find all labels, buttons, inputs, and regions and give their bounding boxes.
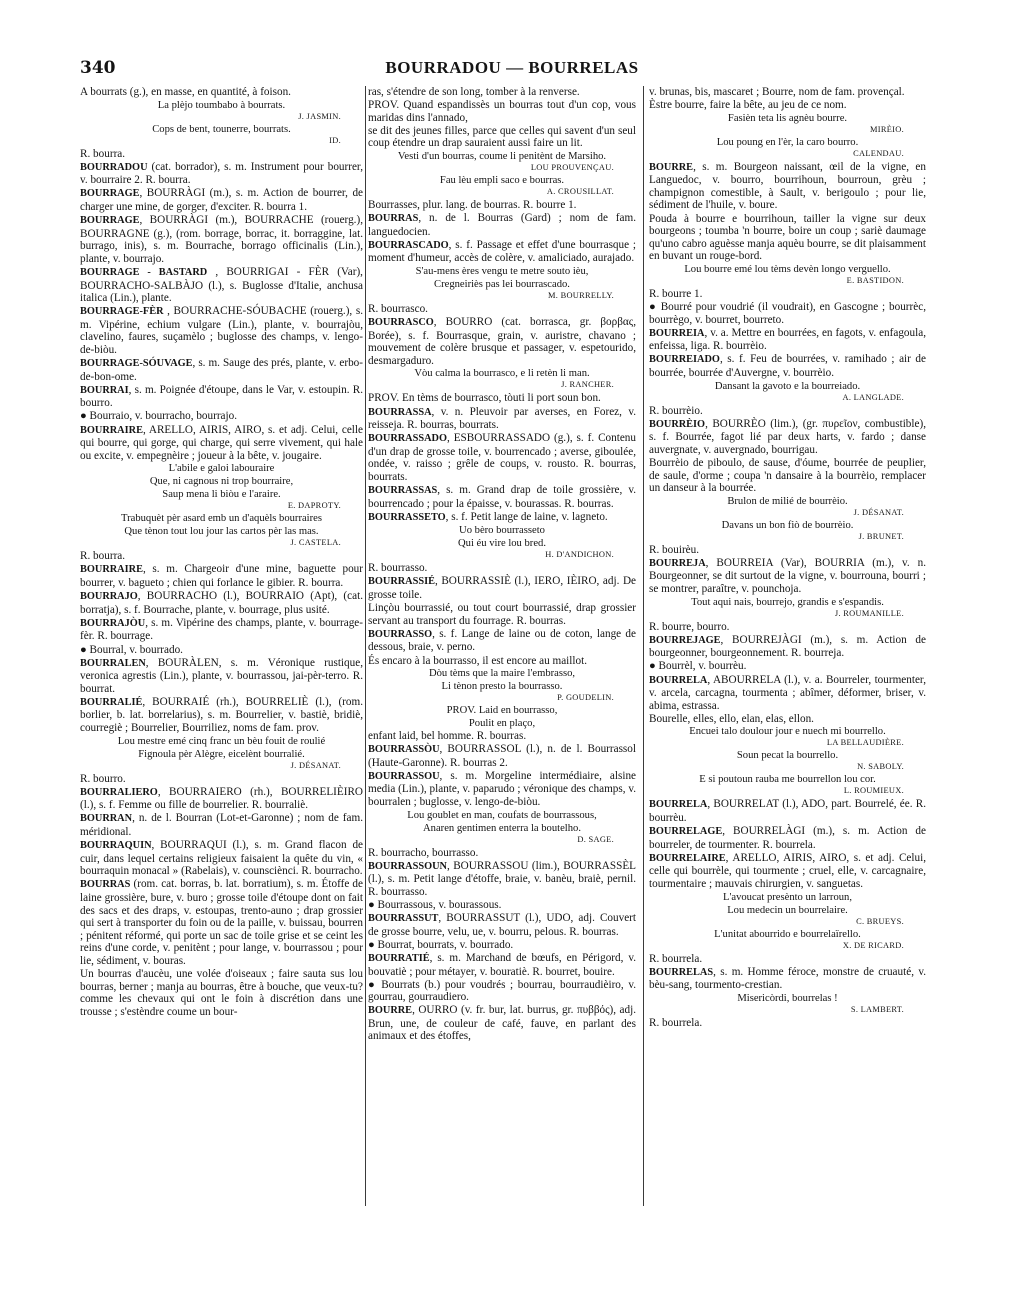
headword: BOURRASSIÉ [368, 576, 435, 588]
entry-paragraph [368, 628, 636, 654]
entry-paragraph [80, 161, 363, 187]
quote-attribution: D. SAGE. [577, 834, 614, 844]
verse-line: Fignoula pèr Alègre, eicelènt bourralié. [138, 748, 305, 760]
headword: BOURRAGE - BASTARD [80, 266, 208, 278]
entry-body: , s. f. Petit lange de laine, v. lagneto. [445, 510, 608, 523]
headword: BOURRELA [649, 799, 708, 811]
entry-paragraph [649, 852, 926, 891]
entry-body: , s. m. Grand drap de toile grossière, v. bourrencado ; pour la épaisse, v. bourassas. R. bourras. [368, 484, 636, 510]
headword: BOURRELAS [649, 966, 714, 978]
entry-paragraph [649, 798, 926, 824]
quote-attribution: J. BRUNET. [858, 531, 904, 541]
entry-paragraph: R. bourra. [80, 550, 126, 563]
entry-body: , n. de l. Bourran (Lot-et-Garonne) ; nom de fam. méridional. [80, 812, 363, 839]
verse-line: Fau lèu empli saco e bourras. [439, 174, 565, 186]
entry-body: (cat. borrador), s. m. Instrument pour bourrer, v. bourraire 2. R. bourra. [80, 160, 363, 187]
entry-paragraph [80, 187, 363, 213]
entry-paragraph [368, 406, 636, 432]
quote-attribution: J. RANCHER. [561, 380, 614, 390]
verse-line: E si poutoun rauba me bourrellon lou cor. [699, 774, 876, 786]
headword: BOURRASSOU [368, 770, 440, 782]
entry-body: , v. a. Mettre en bourrées, en fagots, v. enfagoula, enfeissa, liga. R. bourrèio. [649, 326, 926, 353]
entry-paragraph [649, 353, 926, 379]
verse-line: Saup mena li biòu e l'araire. [162, 489, 281, 501]
entry-body: , BOURRACHO (l.), BOURRAIO (Apt), (cat. borratja), s. f. Bourrache, plante, v. bourrage, plus usité. [80, 590, 363, 616]
entry-paragraph [368, 952, 636, 978]
quote-attribution: C. BRUEYS. [856, 916, 904, 926]
entry-body: , BOURRASSOL (l.), n. de l. Bourrassol (Haute-Garonne). R. bourras 2. [368, 743, 636, 769]
entry-body: , BOURRELAT (l.), ADO, part. Bourrelé, ée. R. bourrèu. [649, 798, 926, 824]
entry-paragraph [368, 511, 636, 525]
quote-attribution: E. DAPROTY. [287, 501, 341, 511]
verse-line: Vesti d'un bourras, coume li penitènt de Marsiho. [397, 150, 607, 162]
headword: BOURRELAGE [649, 826, 723, 838]
quote-attribution: X. DE RICARD. [842, 940, 904, 950]
entry-paragraph: enfant laid, bel homme. R. bourras. [368, 730, 527, 743]
entry-paragraph: Un bourras d'aucèu, une volée d'oiseaux ; faire sauta sus lou bourras, berner ; manja au bourras, être à bouche, que veux-tu? comme les chevaux qui ont le foin à discrétion dans une trousse ; s'estèndre coume un bour- [80, 968, 363, 1018]
entry-paragraph [368, 239, 636, 265]
entry-paragraph [80, 357, 363, 383]
entry-paragraph [80, 786, 363, 812]
entry-body: , BOURRÀGI (m.), s. m. Action de bourrer, de charger une mine, de gorger, d'exciter. R. bourra 1. [80, 187, 363, 213]
headword: BOURRAGE [80, 215, 140, 227]
entry-body: , BOURRASSOU (lim.), BOURRASSÈL (l.), s. m. Petit lange d'étoffe, braie, v. banèu, braiè, pernil. R. bourrasso. [368, 859, 636, 898]
entry-paragraph [368, 575, 636, 601]
quote-attribution: J. ROUMANILLE. [834, 608, 904, 618]
entry-paragraph: R. bourro. [80, 772, 126, 785]
column-rule [365, 86, 366, 1206]
entry-body: , BOURRÀGI (m.), BOURRACHE (rouerg.), BOURRAGNE (g.), (rom. borrage, borrac, it. borraggine, lat. burrago, inis), s. m. Bourrache, borrago officinalis (Lin.), plante, v. bourrajo. [80, 214, 363, 265]
verse-line: Encuei talo doulour jour e nuech mi bourrello. [689, 726, 886, 738]
headword: BOURRAGE [80, 188, 140, 200]
headword: BOURRAN [80, 813, 133, 825]
quote-attribution: J. JASMIN. [298, 111, 341, 121]
entry-body: , BOURRASSUT (l.), UDO, adj. Couvert de grosse bourre, velu, ue, v. bourru, pelous. R. bourras. [368, 912, 636, 938]
headword: BOURRADOU [80, 161, 148, 173]
quote-attribution: M. BOURRELLY. [548, 290, 614, 300]
entry-paragraph [649, 825, 926, 851]
entry-paragraph: ● Bourrèl, v. bourrèu. [649, 660, 747, 673]
entry-paragraph: ● Bourrats (b.) pour voudrés ; bourrau, bourraudièiro, v. gourrau, gourraudiero. [368, 978, 636, 1004]
entry-body: , BOURRAIERO (rh.), BOURRELIÈIRO (l.), s. f. Femme ou fille de bourrelier. R. bourraliè. [80, 785, 363, 812]
headword: BOURRASSAS [368, 485, 438, 497]
headword: BOURRASSETO [368, 511, 446, 523]
entry-paragraph: R. bourrela. [649, 952, 703, 965]
running-title: BOURRADOU — BOURRELAS [385, 58, 639, 77]
quote-attribution: L. ROUMIEUX. [843, 786, 904, 796]
headword: BOURRATIÉ [368, 952, 430, 964]
headword: BOURRE [649, 161, 694, 173]
entry-paragraph [80, 305, 363, 356]
entry-body: , s. m. Marchand de bœufs, en Périgord, v. bouvatiè ; pour métayer, v. bouratiè. R. bourret, bouire. [368, 951, 636, 978]
quote-attribution: J. CASTELA. [290, 538, 341, 548]
verse-line: Brulon de milié de bourrèio. [727, 495, 848, 507]
headword: BOURRELA [649, 674, 708, 686]
entry-paragraph: R. bourrasso. [368, 562, 428, 575]
headword: BOURRAS [368, 213, 419, 225]
quote-attribution: P. GOUDELIN. [557, 693, 614, 703]
entry-paragraph [80, 878, 363, 967]
verse-line: Que, ni cagnous ni trop bourraire, [149, 476, 294, 488]
entry-paragraph: R. bouirèu. [649, 543, 700, 556]
verse-line: Soun pecat la bourrello. [736, 750, 839, 762]
verse-line: L'abile e galoi labouraire [168, 463, 275, 475]
verse-line: Lou goublet en man, coufats de bourrassous, [407, 809, 597, 821]
verse-line: PROV. Laid en bourrasso, [446, 705, 558, 717]
entry-body: , BOURREJÀGI (m.), s. m. Action de bourgeonner, bourgeonnement. R. bourreja. [649, 633, 926, 660]
entry-paragraph: Bourrasses, plur. lang. de bourras. R. bourre 1. [368, 198, 577, 211]
entry-body: , BOURREIA (Var), BOURRIA (m.), v. n. Bourgeonner, se dit surtout de la vigne, v. bourrouna, bourri ; se montrer, paraître, v. pounchoja. [649, 556, 926, 596]
verse-line: Qui éu vire lou bred. [458, 538, 546, 550]
entry-paragraph [80, 696, 363, 735]
quote-attribution: J. DÉSANAT. [853, 507, 904, 517]
entry-body: , s. m. Chargeoir d'une mine, baguette pour bourrer, v. bagueto ; chien qui forlance le gibier. R. bourra. [80, 563, 363, 590]
entry-paragraph [368, 770, 636, 809]
verse-line: Vòu calma la bourrasco, e li retèn li man. [414, 368, 590, 380]
headword: BOURRÈIO [649, 418, 706, 430]
entry-paragraph: ● Bourral, v. bourrado. [80, 643, 183, 656]
entry-paragraph: Bourelle, elles, ello, elan, elas, ellon. [649, 712, 814, 725]
verse-line: Dansant la gavoto e la bourreiado. [714, 380, 861, 392]
quote-attribution: ID. [329, 135, 341, 145]
verse-line: L'unitat abourrido e bourrelaïrello. [714, 928, 861, 940]
entry-body: , s. m. Bourgeon naissant, œil de la vigne, en Languedoc, v. bourro, bourrihoun, bourroun, grèu ; champignon comestible, à Sault, v. berigoulo ; pour lie, sédiment de l'huile, v. boure. [649, 160, 926, 212]
verse-line: Cregneiriès pas lei bourrascado. [434, 278, 570, 290]
headword: BOURRAJO [80, 591, 138, 603]
text-column-middle [368, 86, 636, 1044]
verse-line: Tout aqui nais, bourrejo, grandis e s'espandis. [691, 596, 884, 608]
column-rule [643, 86, 644, 1206]
headword: BOURRASCO [368, 317, 434, 329]
entry-paragraph: ● Bourrassous, v. bourassous. [368, 899, 502, 912]
entry-paragraph [649, 161, 926, 212]
entry-paragraph: R. bourre, bourro. [649, 620, 730, 633]
headword: BOURRASSADO [368, 433, 447, 445]
entry-body: , s. m. Morgeline intermédiaire, alsine media (Lin.), plante, v. paparudo ; véronique des champs, v. bourralen ; buglosse, v. lengo-de-biòu. [368, 769, 636, 809]
entry-body: , s. f. Lange de laine ou de coton, lange de dessous, braie, v. perno. [368, 627, 636, 654]
verse-line: Poulit en plaço, [468, 718, 536, 730]
entry-paragraph: ● Bourré pour voudrié (il voudrait), en Gascogne ; bourrèc, bourrègo, v. bourret, bourreto. [649, 301, 926, 326]
headword: BOURREJAGE [649, 634, 721, 646]
headword: BOURRELAIRE [649, 852, 726, 864]
verse-line: Davans un bon fiò de bourrèio. [721, 519, 854, 531]
entry-paragraph [649, 418, 926, 457]
verse-line: Lou bourre emé lou tèms devèn longo verguello. [684, 263, 891, 275]
quote-attribution: A. CROUSILLAT. [546, 186, 614, 196]
page-number: 340 [80, 58, 116, 78]
verse-line: Dòu tèms que la maire l'embrasso, [428, 668, 576, 680]
entry-body: , ARELLO, AIRIS, AIRO, s. et adj. Celui, celle qui bourre, qui gorge, qui charge, qui serre vivement, qui hale ou excite, v. empegnèire ; joueur à la bête, v. jougaire. [80, 423, 363, 462]
entry-paragraph [80, 590, 363, 616]
entry-paragraph: És encaro à la bourrasso, il est encore au maillot. [368, 654, 588, 667]
headword: BOURREIA [649, 327, 705, 339]
entry-paragraph [80, 266, 363, 305]
headword: BOURRASCADO [368, 239, 449, 251]
headword: BOURRASSUT [368, 913, 439, 925]
entry-paragraph: ● Bourraio, v. bourracho, bourrajo. [80, 410, 238, 423]
verse-line: Fasièn teta lis agnèu bourre. [727, 112, 848, 124]
entry-paragraph [80, 424, 363, 463]
entry-paragraph: Pouda à bourre e bourrihoun, tailler la vigne sur deux bourgeons ; toumba 'n bourre, boire un coup ; sariè daumage qu'uno cabro aguèsse manja aquèu bourre, se dit plaisamment en buvant un rouge-bord. [649, 212, 926, 263]
headword: BOURRAI [80, 384, 129, 396]
entry-body: , BOURRIGAI - FÈR (Var), BOURRACHO-SALBÀJO (l.), s. Buglosse d'Italie, anchusa italica (Lin.), plante. [80, 265, 363, 305]
entry-paragraph: ras, s'étendre de son long, tomber à la renverse. [368, 86, 580, 98]
entry-paragraph: A bourrats (g.), en masse, en quantité, à foison. [80, 86, 291, 98]
entry-paragraph [368, 1004, 636, 1043]
entry-body: , BOURRACHE-SÓUBACHE (rouerg.), s. m. Vipérine, echium vulgare (Lin.), plante, v. bourrajòu, clavelino, faures, suçamèlo ; buglosse des champs, v. lengo-de-biòu. [80, 305, 363, 356]
headword: BOURRAGE-SÓUVAGE [80, 358, 193, 370]
entry-body: , s. m. Vipérine des champs, plante, v. bourrage-fèr. R. bourrage. [80, 616, 363, 643]
verse-line: L'avoucat presènto un larroun, [723, 891, 852, 903]
entry-body: , BOURRÈO (lim.), (gr. πυρεῖον, combustible), s. f. Bourrée, fagot lié par deux harts, v. fardo ; danse auvergnate, v. auvergnado, bourrigau. [649, 417, 926, 456]
entry-body: , BOURRAIÉ (rh.), BOURRELIÈ (l.), (rom. borlier, b. lat. borrelarius), s. m. Bourrelier, v. bastiè, bridiè, courregiè ; Bourrelier, Bourriliez, noms de fam. prov. [80, 695, 363, 735]
entry-paragraph: Linçòu bourrassié, ou tout court bourrassié, drap grossier servant au transport du fourrage. R. bourras. [368, 602, 636, 627]
headword: BOURRAQUIN [80, 840, 152, 852]
entry-paragraph [368, 912, 636, 938]
headword: BOURRASSA [368, 406, 432, 418]
headword: BOURREIADO [649, 354, 720, 366]
entry-paragraph [368, 484, 636, 510]
quote-attribution: E. BASTIDON. [846, 275, 904, 285]
entry-body: , BOURRO (cat. borrasca, gr. βορβας, Borée), s. f. Bourrasque, grain, v. auristre, chavano ; mouvement de colère brusque et passager, v. espetourido, desmargaduro. [368, 316, 636, 367]
verse-line: Anaren gentimen enterra la boutelho. [423, 822, 581, 834]
entry-paragraph [80, 214, 363, 265]
quote-attribution: CALENDAU. [853, 148, 904, 158]
headword: BOURRASSO [368, 628, 433, 640]
entry-body: , ESBOURRASSADO (g.), s. f. Contenu d'un drap de grosse toile, v. bourrencado ; averse, giboulée, ondée, v. raisso ; grêle de coups, v. rousto. R. bourras, bourrats. [368, 432, 636, 483]
entry-paragraph: R. bourrèio. [649, 404, 703, 417]
quote-attribution: MIRÈIO. [870, 124, 904, 134]
entry-body: (rom. cat. borras, b. lat. borratium), s. m. Étoffe de laine grossière, bure, v. buro ; grosse toile d'étoupe dont on fait des sacs et des draps, v. estoupas, trento-auno ; drap grossier qui sert à transporter du foin ou de la paille, v. buissau, bourren ; pénitent réformé, qui porte un sac de toile grise et se ceint les reins d'une corde, v. penitènt ; pour lange, v. bourrassou ; pour lie, sédiment, v. bouras. [80, 878, 363, 967]
entry-paragraph: Èstre bourre, faire la bête, au jeu de ce nom. [649, 99, 847, 112]
quote-attribution: S. LAMBERT. [850, 1004, 904, 1014]
quote-attribution: J. DÉSANAT. [290, 760, 341, 770]
entry-paragraph [368, 212, 636, 238]
verse-line: Lou medecin un bourrelaire. [727, 904, 848, 916]
entry-paragraph [368, 432, 636, 483]
headword: BOURRE [368, 1005, 413, 1017]
entry-body: , ABOURRELA (l.), v. a. Bourreler, tourmenter, v. arcela, carcagna, tourmenta ; abîmer, déformer, briser, v. abima, estrassa. [649, 673, 926, 712]
headword: BOURRALEN [80, 657, 146, 669]
entry-paragraph [368, 316, 636, 367]
entry-paragraph [649, 557, 926, 596]
verse-line: Trabuquèt pèr asard emb un d'aquèls bourraires [121, 513, 322, 525]
entry-paragraph: R. bourrela. [649, 1016, 703, 1029]
entry-paragraph [80, 812, 363, 838]
quote-attribution: LOU PROUVENÇAU. [530, 162, 614, 172]
entry-paragraph [80, 657, 363, 696]
entry-paragraph: v. brunas, bis, mascaret ; Bourre, nom de fam. provençal. [649, 86, 905, 98]
quote-attribution: N. SABOLY. [857, 762, 904, 772]
entry-paragraph: R. bourre 1. [649, 287, 703, 300]
verse-line: Cops de bent, tounerre, bourrats. [152, 123, 291, 135]
quote-attribution: H. D'ANDICHON. [545, 550, 614, 560]
entry-body: , s. f. Feu de bourrées, v. ramihado ; air de bourrée, bourrée d'Auvergne, v. bourrèio. [649, 353, 926, 379]
entry-body: , s. m. Homme féroce, monstre de cruauté, v. bèu-sang, tourmento-crestian. [649, 965, 926, 992]
entry-body: , BOURRAQUI (l.), s. m. Grand flacon de cuir, dans lequel certains religieux faisaient la quête du vin, « bourraquin monacal » (Rabelais), v. counsciènci. R. bourracho. [80, 839, 363, 878]
entry-body: , BOURRASSIÈ (l.), IERO, IÈIRO, adj. De grosse toile. [368, 575, 636, 602]
entry-paragraph: ● Bourrat, bourrats, v. bourrado. [368, 938, 514, 951]
entry-paragraph [80, 617, 363, 643]
text-column-left [80, 86, 363, 1019]
verse-line: S'au-mens ères vengu te metre souto ièu, [415, 265, 589, 277]
verse-line: Lou mestre emé cinq franc un bèu fouit de roulié [117, 735, 326, 747]
entry-body: , OURRO (v. fr. bur, lat. burrus, gr. πυββός), adj. Brun, une, de couleur de café, fauve, en parlant des animaux et des étoffes, [368, 1004, 636, 1043]
entry-paragraph: R. bourrasco. [368, 302, 428, 315]
verse-line: Lou poung en l'èr, la caro bourro. [716, 136, 859, 148]
verse-line: Uo bèro bourrasseto [459, 525, 545, 537]
headword: BOURRASSOUN [368, 860, 447, 872]
entry-body: , n. de l. Bourras (Gard) ; nom de fam. languedocien. [368, 212, 636, 238]
headword: BOURRALIÉ [80, 696, 143, 708]
entry-paragraph [649, 966, 926, 992]
headword: BOURREJA [649, 557, 706, 569]
headword: BOURRAS [80, 879, 131, 891]
entry-body: , BOURRELÀGI (m.), s. m. Action de bourreler, de tourmenter. R. bourrela. [649, 825, 926, 851]
headword: BOURRASSÒU [368, 744, 440, 756]
headword: BOURRAGE-FÈR [80, 306, 164, 318]
quote-attribution: A. LANGLADE. [842, 392, 904, 402]
verse-line: Misericòrdi, bourrelas ! [737, 992, 838, 1004]
entry-paragraph [649, 327, 926, 353]
entry-paragraph [649, 634, 926, 660]
text-column-right [649, 86, 926, 1030]
entry-body: , v. n. Pleuvoir par averses, en Forez, v. reisseja. R. bourras, bourrats. [368, 405, 636, 432]
entry-paragraph: R. bourracho, bourrasso. [368, 846, 479, 859]
entry-paragraph: PROV. Quand espandissès un bourras tout d'un cop, vous maridas dins l'annado, [368, 99, 636, 124]
entry-paragraph: se dit des jeunes filles, parce que celles qui savent d'un seul coup étendre un drap sauraient aussi faire un lit. [368, 124, 636, 150]
entry-body: , s. m. Sauge des prés, plante, v. erbo-de-bon-ome. [80, 357, 363, 383]
entry-body: , BOURÀLEN, s. m. Véronique rustique, veronica agrestis (Lin.), plante, v. bourrassou, jai-pèr-terro. R. bourrat. [80, 656, 363, 695]
headword: BOURRAIRE [80, 564, 143, 576]
headword: BOURRAIRE [80, 424, 143, 436]
entry-paragraph: PROV. En tèms de bourrasco, tòuti li port soun bon. [368, 392, 601, 405]
verse-line: La plèjo toumbabo à bourrats. [157, 99, 286, 111]
entry-body: , s. f. Passage et effet d'une bourrasque ; moment d'humeur, accès de colère, v. amaliciado, aurajado. [368, 238, 636, 265]
headword: BOURRAJÒU [80, 617, 146, 629]
entry-paragraph [80, 839, 363, 878]
entry-paragraph: R. bourra. [80, 147, 126, 160]
verse-line: Que tènon tout lou jour las cartos pèr las mas. [124, 526, 319, 538]
entry-paragraph: Bourrèio de piboulo, de sause, d'óume, bourrée de peuplier, de saule, d'orme ; coupa 'n dansaire à la bourrèio, remplacer un danseur à la bourrée. [649, 456, 926, 495]
entry-body: , s. m. Poignée d'étoupe, dans le Var, v. estoupin. R. bourro. [80, 383, 363, 410]
entry-paragraph [80, 384, 363, 410]
headword: BOURRALIERO [80, 786, 158, 798]
quote-attribution: LA BELLAUDIÈRE. [826, 738, 904, 748]
verse-line: Li tènon presto la bourrasso. [441, 681, 563, 693]
entry-body: , ARELLO, AIRIS, AIRO, s. et adj. Celui, celle qui bourrèle, qui tourmente ; cruel, elle, v. carcagnaire, tourmentaire ; mauvais chirurgien, v. sanguetas. [649, 851, 926, 890]
entry-paragraph [368, 743, 636, 769]
entry-paragraph [80, 563, 363, 589]
entry-paragraph [368, 860, 636, 899]
entry-paragraph [649, 674, 926, 713]
